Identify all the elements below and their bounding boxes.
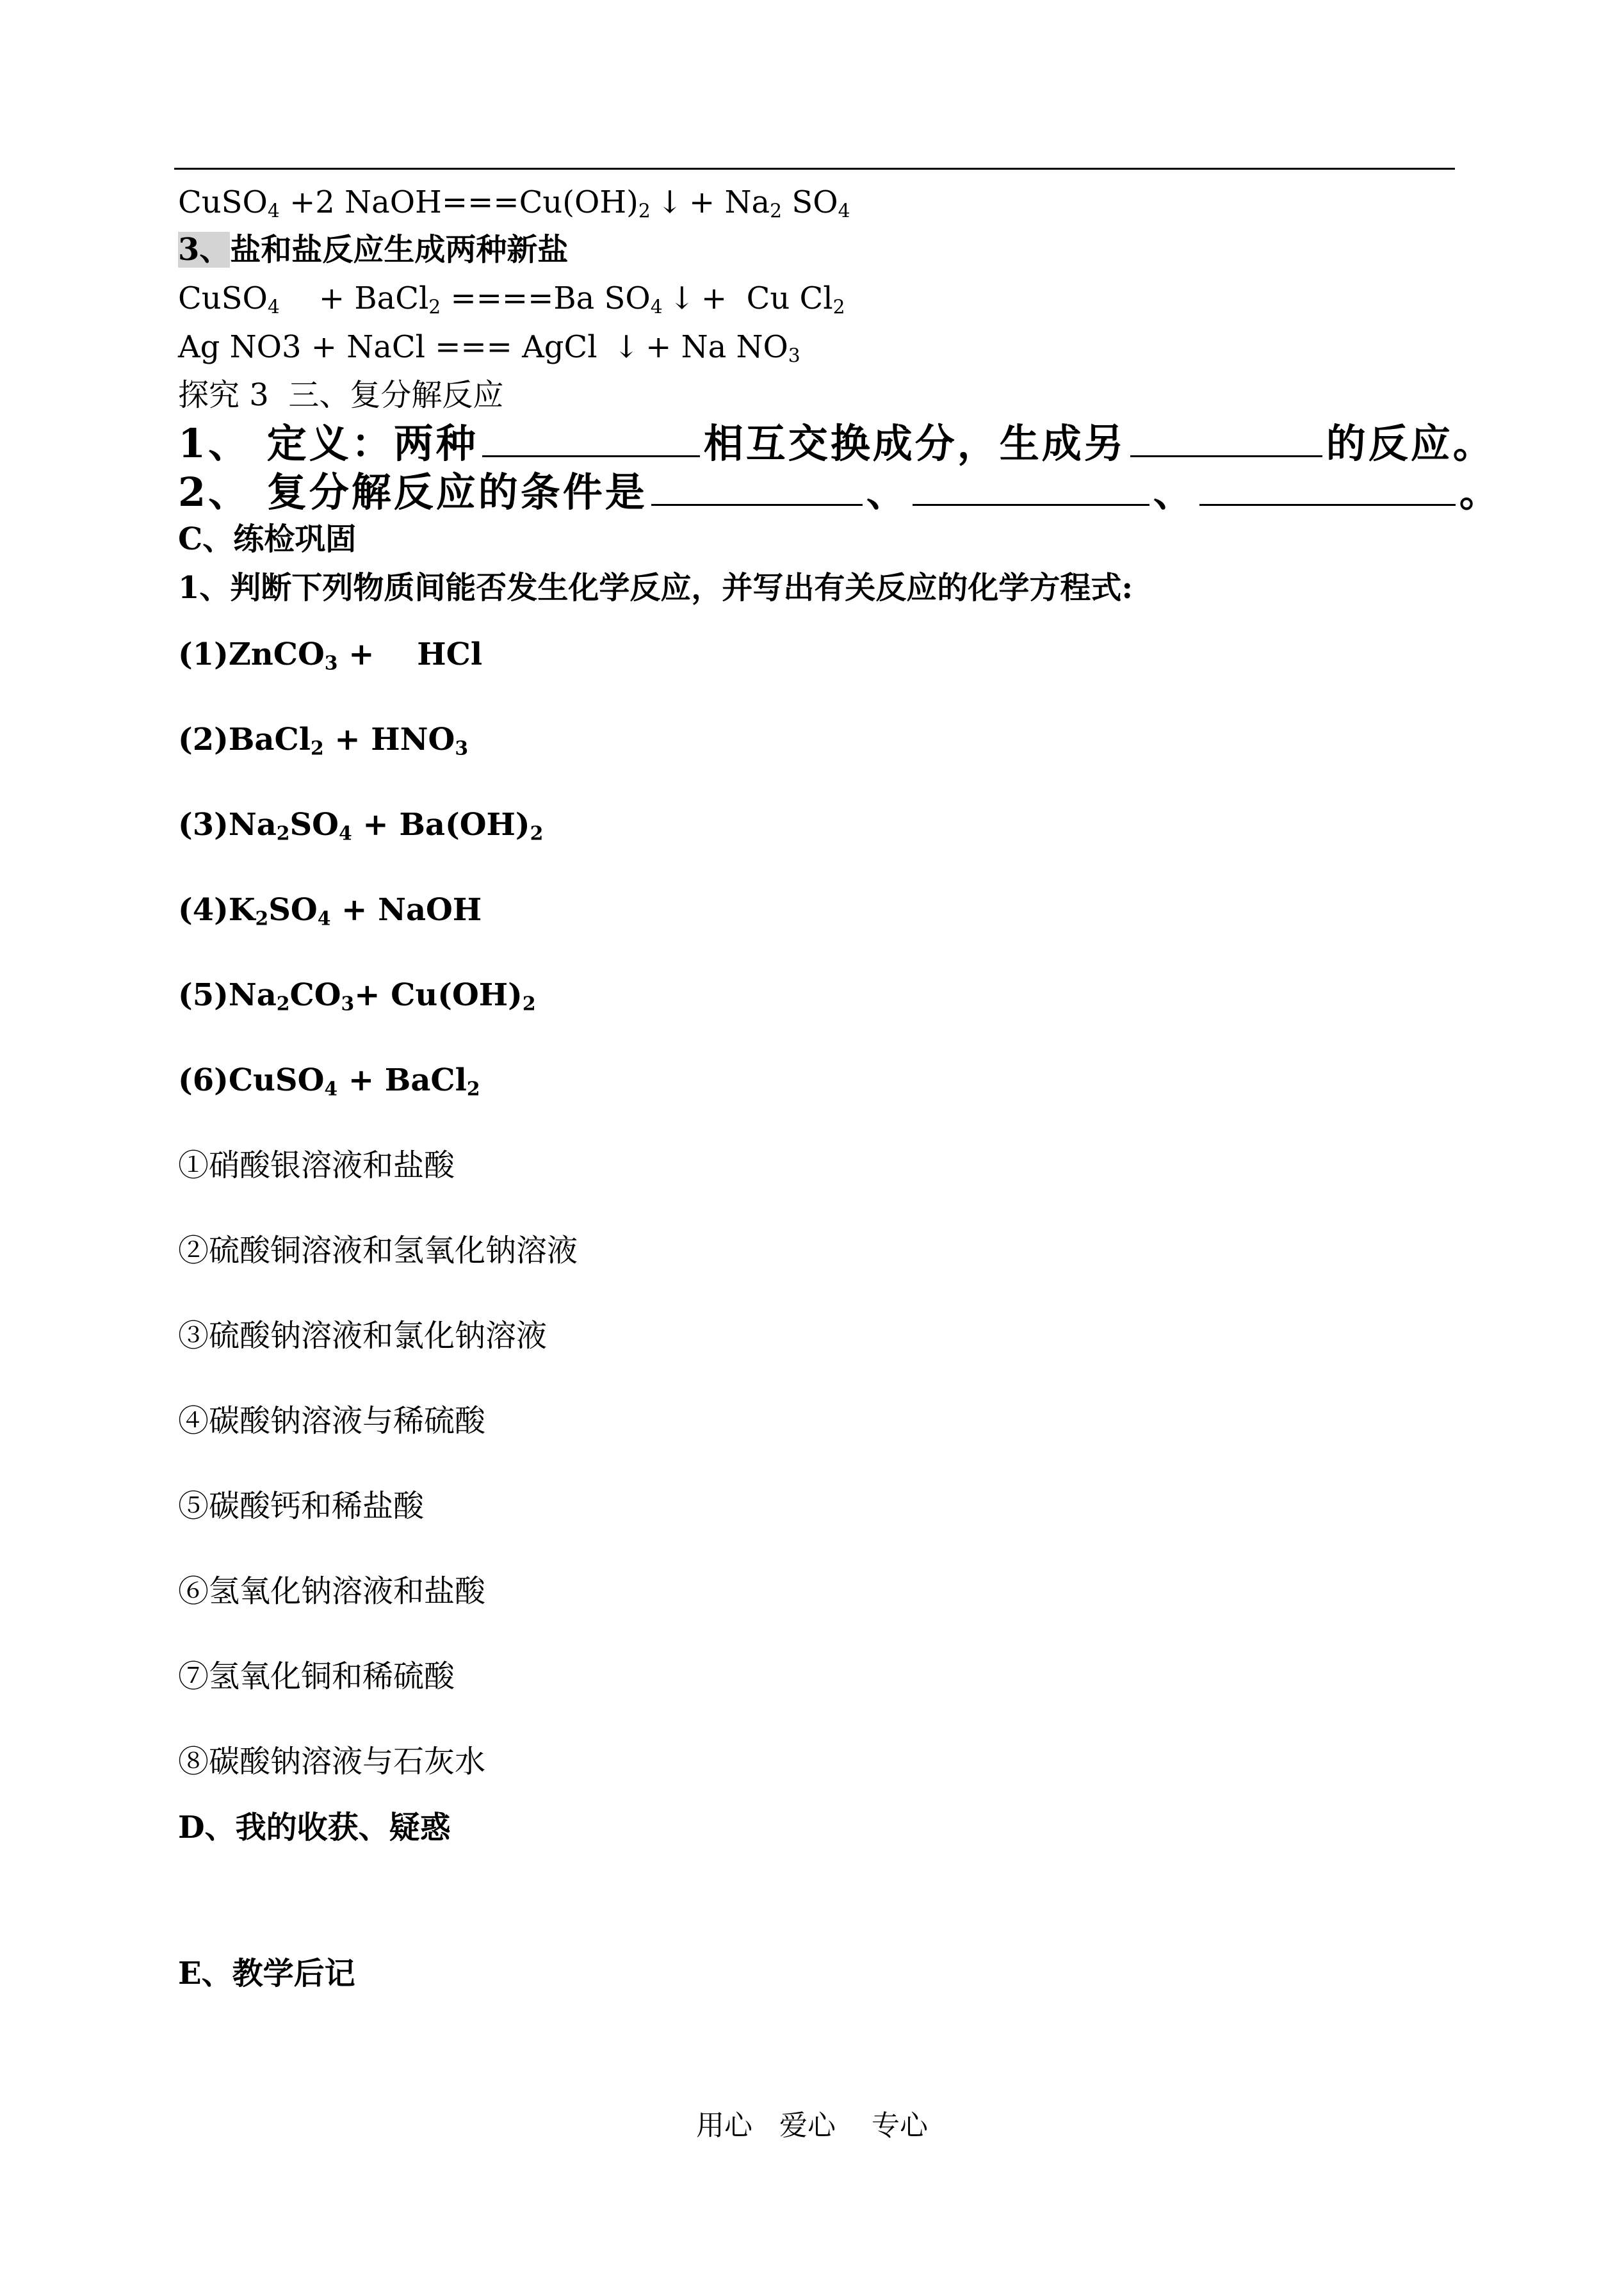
eq-text: (5)Na — [178, 977, 277, 1013]
eq-subscript: 4 — [267, 200, 280, 223]
eq-text: (6)CuSO — [178, 1062, 325, 1098]
eq-subscript: 2 — [310, 737, 324, 760]
eq-text: + BaCl — [337, 1062, 467, 1098]
separator-text: 、 — [1153, 469, 1196, 515]
precipitate-arrow-icon: ↓ — [656, 184, 683, 220]
definition-text: 2、 复分解反应的条件是 — [178, 469, 647, 515]
eq-text: SO — [268, 892, 318, 928]
equation-cuso4-bacl2 — [178, 279, 845, 318]
eq-subscript: 2 — [255, 907, 269, 930]
fill-blank[interactable] — [482, 422, 700, 457]
eq-text: (4)K — [178, 892, 256, 928]
eq-text: Ag NO3 + NaCl === AgCl — [178, 329, 607, 365]
eq-text: CO — [289, 977, 341, 1013]
eq-subscript: 2 — [832, 296, 845, 319]
list-item: ①硝酸银溶液和盐酸 — [178, 1148, 455, 1183]
eq-text: (3)Na — [178, 807, 277, 843]
eq-subscript: 3 — [788, 345, 800, 368]
eq-text: + Cu Cl — [701, 280, 833, 316]
eq-text: + Na NO — [646, 329, 788, 365]
reaction-6 — [178, 1061, 480, 1099]
equation-agno3-nacl — [178, 328, 800, 366]
eq-text: + Ba(OH) — [352, 807, 530, 843]
eq-text: CuSO — [178, 184, 268, 220]
reaction-3 — [178, 806, 543, 844]
list-item: ④碳酸钠溶液与稀硫酸 — [178, 1403, 486, 1439]
eq-subscript: 2 — [770, 200, 783, 223]
eq-text: + Na — [689, 184, 770, 220]
eq-text: + BaCl — [279, 280, 429, 316]
section-c-title: C、练检巩固 — [178, 521, 357, 557]
eq-subscript: 4 — [317, 907, 331, 930]
eq-subscript: 2 — [466, 1078, 480, 1101]
fill-blank[interactable] — [913, 471, 1149, 506]
eq-subscript: 2 — [522, 993, 536, 1016]
list-item: ⑤碳酸钙和稀盐酸 — [178, 1488, 425, 1524]
reaction-1 — [178, 635, 482, 674]
list-item: ⑦氢氧化铜和稀硫酸 — [178, 1658, 455, 1694]
list-item: ⑥氢氧化钠溶液和盐酸 — [178, 1573, 486, 1609]
eq-text: CuSO — [178, 280, 268, 316]
eq-text: + Cu(OH) — [354, 977, 523, 1013]
eq-text: SO — [289, 807, 339, 843]
definition-text: 相互交换成分，生成另 — [703, 420, 1126, 467]
eq-text: (2)BaCl — [178, 722, 311, 758]
definition-line-1 — [178, 421, 1495, 466]
eq-subscript: 4 — [324, 1078, 338, 1101]
definition-line-2 — [178, 470, 1502, 515]
precipitate-arrow-icon: ↓ — [613, 329, 640, 365]
reaction-4 — [178, 891, 482, 929]
list-item: ⑧碳酸钠溶液与石灰水 — [178, 1744, 486, 1780]
eq-text: + HCl — [337, 637, 483, 672]
eq-subscript: 3 — [455, 737, 469, 760]
reaction-5 — [178, 976, 536, 1014]
eq-subscript: 4 — [838, 200, 850, 223]
eq-subscript: 2 — [530, 822, 544, 845]
section-e-title: E、教学后记 — [178, 1956, 355, 1991]
eq-text: + NaOH — [330, 892, 482, 928]
separator-text: 、 — [866, 469, 909, 515]
eq-subscript: 2 — [428, 296, 441, 319]
equation-cuso4-naoh — [178, 183, 850, 222]
eq-text: ====Ba SO — [441, 280, 651, 316]
list-item: ②硫酸铜溶液和氢氧化钠溶液 — [178, 1233, 578, 1269]
fill-blank[interactable] — [1199, 471, 1456, 506]
heading-salt-salt-reaction — [178, 231, 568, 269]
definition-text: 1、 定义：两种 — [178, 420, 478, 467]
page-footer: 用心 爱心 专心 — [696, 2109, 928, 2142]
list-item: ③硫酸钠溶液和氯化钠溶液 — [178, 1318, 548, 1354]
eq-text: + HNO — [323, 722, 455, 758]
precipitate-arrow-icon: ↓ — [669, 280, 695, 316]
section-d-title: D、我的收获、疑惑 — [178, 1810, 451, 1845]
eq-text: +2 NaOH===Cu(OH) — [279, 184, 638, 220]
heading-text: 盐和盐反应生成两种新盐 — [230, 232, 569, 268]
eq-subscript: 4 — [267, 296, 280, 319]
definition-text: 。 — [1459, 469, 1502, 515]
eq-text: (1)ZnCO — [178, 637, 325, 672]
eq-subscript: 4 — [650, 296, 663, 319]
eq-subscript: 4 — [338, 822, 352, 845]
eq-subscript: 2 — [276, 993, 290, 1016]
eq-subscript: 2 — [276, 822, 290, 845]
explore-3-title: 探究 3 三、复分解反应 — [178, 377, 504, 413]
heading-number: 3、 — [178, 232, 231, 268]
eq-subscript: 3 — [341, 993, 355, 1016]
question-1: 1、判断下列物质间能否发生化学反应，并写出有关反应的化学方程式: — [178, 570, 1133, 606]
eq-text: SO — [782, 184, 838, 220]
header-rule — [174, 168, 1455, 170]
definition-text: 的反应。 — [1326, 420, 1495, 467]
eq-subscript: 3 — [324, 652, 338, 675]
reaction-2 — [178, 720, 468, 759]
fill-blank[interactable] — [651, 471, 863, 506]
fill-blank[interactable] — [1130, 422, 1322, 457]
eq-subscript: 2 — [638, 200, 651, 223]
